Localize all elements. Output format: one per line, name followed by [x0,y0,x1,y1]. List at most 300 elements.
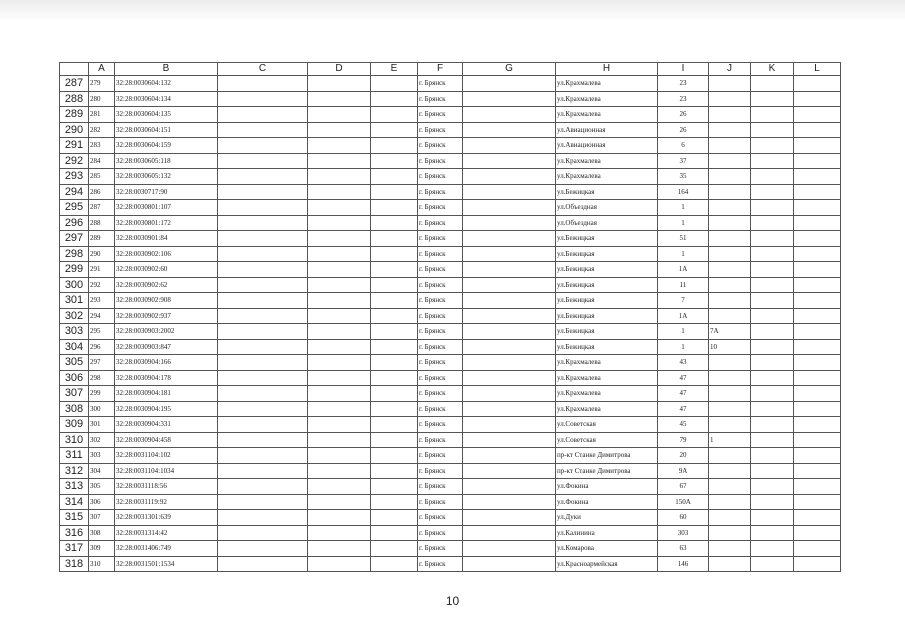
cell-g[interactable] [463,76,556,92]
cell-j[interactable] [709,355,751,371]
cell-d[interactable] [308,401,371,417]
cell-b[interactable]: 32:28:0030904:166 [115,355,218,371]
cell-c[interactable] [218,169,308,185]
row-number[interactable]: 303 [60,324,89,340]
cell-c[interactable] [218,138,308,154]
cell-b[interactable]: 32:28:0030901:84 [115,231,218,247]
row-number[interactable]: 296 [60,215,89,231]
row-number[interactable]: 289 [60,107,89,123]
cell-c[interactable] [218,107,308,123]
cell-g[interactable] [463,293,556,309]
column-header-i[interactable]: I [658,63,709,76]
cell-c[interactable] [218,246,308,262]
cell-i[interactable]: 1 [658,215,709,231]
cell-b[interactable]: 32:28:0031104:102 [115,448,218,464]
cell-d[interactable] [308,324,371,340]
cell-h[interactable]: ул.Бежицкая [556,324,658,340]
row-number[interactable]: 295 [60,200,89,216]
cell-i[interactable]: 79 [658,432,709,448]
cell-f[interactable]: г. Брянск [418,138,463,154]
cell-d[interactable] [308,339,371,355]
cell-g[interactable] [463,510,556,526]
cell-e[interactable] [371,231,418,247]
cell-h[interactable]: пр-кт Станке Димитрова [556,463,658,479]
row-number[interactable]: 313 [60,479,89,495]
cell-c[interactable] [218,262,308,278]
cell-l[interactable] [794,153,841,169]
cell-l[interactable] [794,138,841,154]
cell-e[interactable] [371,417,418,433]
cell-b[interactable]: 32:28:0031301:639 [115,510,218,526]
cell-e[interactable] [371,200,418,216]
cell-e[interactable] [371,277,418,293]
cell-d[interactable] [308,308,371,324]
cell-i[interactable]: 26 [658,107,709,123]
cell-e[interactable] [371,541,418,557]
row-number[interactable]: 300 [60,277,89,293]
cell-h[interactable]: ул.Крахмалева [556,169,658,185]
cell-k[interactable] [751,122,794,138]
cell-j[interactable] [709,448,751,464]
cell-j[interactable] [709,262,751,278]
cell-f[interactable]: г. Брянск [418,432,463,448]
cell-l[interactable] [794,184,841,200]
cell-h[interactable]: пр-кт Станке Димитрова [556,448,658,464]
cell-b[interactable]: 32:28:0031119:92 [115,494,218,510]
cell-f[interactable]: г. Брянск [418,169,463,185]
cell-e[interactable] [371,138,418,154]
cell-g[interactable] [463,262,556,278]
cell-b[interactable]: 32:28:0030801:172 [115,215,218,231]
cell-c[interactable] [218,355,308,371]
cell-j[interactable] [709,494,751,510]
column-header-e[interactable]: E [371,63,418,76]
cell-b[interactable]: 32:28:0030902:937 [115,308,218,324]
cell-h[interactable]: ул.Крахмалева [556,355,658,371]
cell-j[interactable] [709,246,751,262]
cell-a[interactable]: 306 [89,494,115,510]
cell-h[interactable]: ул.Крахмалева [556,386,658,402]
cell-h[interactable]: ул.Бежицкая [556,277,658,293]
cell-j[interactable] [709,153,751,169]
cell-a[interactable]: 300 [89,401,115,417]
cell-j[interactable] [709,556,751,572]
cell-b[interactable]: 32:28:0030801:107 [115,200,218,216]
cell-j[interactable] [709,525,751,541]
cell-i[interactable]: 1 [658,339,709,355]
cell-f[interactable]: г. Брянск [418,541,463,557]
cell-a[interactable]: 283 [89,138,115,154]
cell-d[interactable] [308,432,371,448]
cell-h[interactable]: ул.Бежицкая [556,246,658,262]
cell-j[interactable]: 1 [709,432,751,448]
cell-f[interactable]: г. Брянск [418,76,463,92]
cell-k[interactable] [751,231,794,247]
cell-f[interactable]: г. Брянск [418,153,463,169]
cell-g[interactable] [463,122,556,138]
cell-g[interactable] [463,401,556,417]
cell-k[interactable] [751,541,794,557]
cell-f[interactable]: г. Брянск [418,556,463,572]
cell-g[interactable] [463,463,556,479]
cell-a[interactable]: 289 [89,231,115,247]
cell-a[interactable]: 290 [89,246,115,262]
cell-k[interactable] [751,262,794,278]
cell-k[interactable] [751,494,794,510]
corner-header[interactable] [60,63,89,76]
cell-f[interactable]: г. Брянск [418,200,463,216]
cell-c[interactable] [218,339,308,355]
cell-b[interactable]: 32:28:0030604:159 [115,138,218,154]
cell-a[interactable]: 284 [89,153,115,169]
cell-b[interactable]: 32:28:0030604:135 [115,107,218,123]
cell-b[interactable]: 32:28:0030605:118 [115,153,218,169]
cell-j[interactable] [709,122,751,138]
cell-g[interactable] [463,432,556,448]
cell-h[interactable]: ул.Советская [556,417,658,433]
cell-k[interactable] [751,293,794,309]
cell-i[interactable]: 43 [658,355,709,371]
cell-l[interactable] [794,510,841,526]
cell-h[interactable]: ул.Крахмалева [556,91,658,107]
cell-e[interactable] [371,308,418,324]
row-number[interactable]: 310 [60,432,89,448]
cell-g[interactable] [463,169,556,185]
cell-i[interactable]: 6 [658,138,709,154]
cell-f[interactable]: г. Брянск [418,324,463,340]
cell-k[interactable] [751,76,794,92]
cell-d[interactable] [308,510,371,526]
cell-f[interactable]: г. Брянск [418,448,463,464]
row-number[interactable]: 302 [60,308,89,324]
cell-i[interactable]: 51 [658,231,709,247]
cell-k[interactable] [751,324,794,340]
cell-c[interactable] [218,525,308,541]
cell-g[interactable] [463,107,556,123]
cell-a[interactable]: 279 [89,76,115,92]
column-header-j[interactable]: J [709,63,751,76]
cell-d[interactable] [308,153,371,169]
cell-h[interactable]: ул.Бежицкая [556,339,658,355]
cell-g[interactable] [463,215,556,231]
cell-g[interactable] [463,184,556,200]
cell-k[interactable] [751,339,794,355]
cell-a[interactable]: 281 [89,107,115,123]
cell-b[interactable]: 32:28:0030904:181 [115,386,218,402]
cell-b[interactable]: 32:28:0030604:132 [115,76,218,92]
cell-l[interactable] [794,494,841,510]
cell-l[interactable] [794,262,841,278]
cell-a[interactable]: 296 [89,339,115,355]
cell-d[interactable] [308,293,371,309]
cell-d[interactable] [308,355,371,371]
cell-l[interactable] [794,122,841,138]
row-number[interactable]: 290 [60,122,89,138]
row-number[interactable]: 308 [60,401,89,417]
cell-d[interactable] [308,448,371,464]
cell-h[interactable]: ул.Крахмалева [556,153,658,169]
cell-h[interactable]: ул.Крахмалева [556,107,658,123]
cell-f[interactable]: г. Брянск [418,401,463,417]
cell-c[interactable] [218,231,308,247]
cell-k[interactable] [751,246,794,262]
cell-j[interactable]: 7А [709,324,751,340]
cell-e[interactable] [371,370,418,386]
cell-g[interactable] [463,308,556,324]
cell-a[interactable]: 286 [89,184,115,200]
cell-i[interactable]: 37 [658,153,709,169]
row-number[interactable]: 305 [60,355,89,371]
cell-k[interactable] [751,107,794,123]
cell-d[interactable] [308,200,371,216]
cell-c[interactable] [218,153,308,169]
cell-h[interactable]: ул.Советская [556,432,658,448]
cell-g[interactable] [463,200,556,216]
cell-k[interactable] [751,91,794,107]
cell-g[interactable] [463,479,556,495]
cell-a[interactable]: 301 [89,417,115,433]
cell-i[interactable]: 47 [658,401,709,417]
row-number[interactable]: 309 [60,417,89,433]
cell-l[interactable] [794,107,841,123]
cell-i[interactable]: 35 [658,169,709,185]
cell-i[interactable]: 23 [658,76,709,92]
cell-k[interactable] [751,401,794,417]
cell-l[interactable] [794,293,841,309]
cell-h[interactable]: ул.Авиационная [556,138,658,154]
cell-d[interactable] [308,417,371,433]
cell-b[interactable]: 32:28:0030605:132 [115,169,218,185]
column-header-f[interactable]: F [418,63,463,76]
cell-l[interactable] [794,525,841,541]
cell-l[interactable] [794,215,841,231]
cell-f[interactable]: г. Брянск [418,479,463,495]
cell-h[interactable]: ул.Калинина [556,525,658,541]
cell-h[interactable]: ул.Фокина [556,479,658,495]
cell-f[interactable]: г. Брянск [418,215,463,231]
cell-f[interactable]: г. Брянск [418,386,463,402]
cell-a[interactable]: 294 [89,308,115,324]
cell-d[interactable] [308,169,371,185]
cell-a[interactable]: 285 [89,169,115,185]
cell-e[interactable] [371,448,418,464]
cell-j[interactable] [709,107,751,123]
column-header-b[interactable]: B [115,63,218,76]
cell-j[interactable] [709,510,751,526]
cell-g[interactable] [463,525,556,541]
cell-k[interactable] [751,556,794,572]
cell-l[interactable] [794,246,841,262]
cell-f[interactable]: г. Брянск [418,417,463,433]
cell-f[interactable]: г. Брянск [418,510,463,526]
cell-a[interactable]: 295 [89,324,115,340]
cell-c[interactable] [218,324,308,340]
cell-f[interactable]: г. Брянск [418,525,463,541]
cell-b[interactable]: 32:28:0030902:62 [115,277,218,293]
cell-a[interactable]: 302 [89,432,115,448]
cell-i[interactable]: 20 [658,448,709,464]
cell-i[interactable]: 164 [658,184,709,200]
cell-i[interactable]: 11 [658,277,709,293]
cell-h[interactable]: ул.Крахмалева [556,76,658,92]
cell-h[interactable]: ул.Крахмалева [556,401,658,417]
cell-k[interactable] [751,510,794,526]
cell-i[interactable]: 7 [658,293,709,309]
cell-a[interactable]: 305 [89,479,115,495]
cell-k[interactable] [751,525,794,541]
row-number[interactable]: 306 [60,370,89,386]
column-header-c[interactable]: C [218,63,308,76]
cell-l[interactable] [794,308,841,324]
cell-g[interactable] [463,386,556,402]
cell-k[interactable] [751,169,794,185]
cell-j[interactable] [709,91,751,107]
cell-e[interactable] [371,525,418,541]
cell-c[interactable] [218,215,308,231]
cell-d[interactable] [308,370,371,386]
cell-l[interactable] [794,277,841,293]
cell-e[interactable] [371,107,418,123]
cell-b[interactable]: 32:28:0031501:1534 [115,556,218,572]
cell-d[interactable] [308,91,371,107]
cell-h[interactable]: ул.Объездная [556,200,658,216]
cell-b[interactable]: 32:28:0031118:56 [115,479,218,495]
cell-c[interactable] [218,122,308,138]
cell-c[interactable] [218,200,308,216]
cell-c[interactable] [218,277,308,293]
cell-k[interactable] [751,355,794,371]
row-number[interactable]: 294 [60,184,89,200]
cell-b[interactable]: 32:28:0030904:458 [115,432,218,448]
cell-k[interactable] [751,432,794,448]
cell-f[interactable]: г. Брянск [418,184,463,200]
column-header-a[interactable]: A [89,63,115,76]
cell-l[interactable] [794,370,841,386]
cell-l[interactable] [794,231,841,247]
column-header-k[interactable]: K [751,63,794,76]
cell-j[interactable] [709,417,751,433]
cell-b[interactable]: 32:28:0030902:60 [115,262,218,278]
cell-e[interactable] [371,463,418,479]
cell-i[interactable]: 1А [658,308,709,324]
row-number[interactable]: 299 [60,262,89,278]
cell-l[interactable] [794,355,841,371]
cell-j[interactable] [709,541,751,557]
cell-c[interactable] [218,556,308,572]
cell-g[interactable] [463,370,556,386]
cell-j[interactable] [709,76,751,92]
column-header-g[interactable]: G [463,63,556,76]
cell-i[interactable]: 150А [658,494,709,510]
cell-l[interactable] [794,541,841,557]
cell-i[interactable]: 1А [658,262,709,278]
cell-j[interactable] [709,231,751,247]
cell-a[interactable]: 307 [89,510,115,526]
cell-h[interactable]: ул.Бежицкая [556,308,658,324]
cell-i[interactable]: 47 [658,370,709,386]
cell-b[interactable]: 32:28:0030904:178 [115,370,218,386]
cell-b[interactable]: 32:28:0031104:1034 [115,463,218,479]
cell-j[interactable] [709,184,751,200]
cell-a[interactable]: 298 [89,370,115,386]
cell-e[interactable] [371,324,418,340]
cell-f[interactable]: г. Брянск [418,370,463,386]
cell-a[interactable]: 280 [89,91,115,107]
cell-e[interactable] [371,401,418,417]
cell-b[interactable]: 32:28:0031314:42 [115,525,218,541]
row-number[interactable]: 307 [60,386,89,402]
cell-a[interactable]: 292 [89,277,115,293]
cell-k[interactable] [751,138,794,154]
cell-i[interactable]: 146 [658,556,709,572]
column-header-l[interactable]: L [794,63,841,76]
cell-f[interactable]: г. Брянск [418,231,463,247]
cell-d[interactable] [308,541,371,557]
cell-c[interactable] [218,401,308,417]
cell-i[interactable]: 26 [658,122,709,138]
cell-b[interactable]: 32:28:0030604:151 [115,122,218,138]
cell-l[interactable] [794,91,841,107]
cell-k[interactable] [751,277,794,293]
cell-g[interactable] [463,448,556,464]
cell-e[interactable] [371,91,418,107]
row-number[interactable]: 317 [60,541,89,557]
cell-h[interactable]: ул.Дуки [556,510,658,526]
cell-k[interactable] [751,370,794,386]
cell-c[interactable] [218,308,308,324]
cell-k[interactable] [751,463,794,479]
cell-f[interactable]: г. Брянск [418,463,463,479]
cell-c[interactable] [218,184,308,200]
cell-j[interactable] [709,200,751,216]
cell-g[interactable] [463,138,556,154]
cell-i[interactable]: 9А [658,463,709,479]
cell-l[interactable] [794,417,841,433]
cell-f[interactable]: г. Брянск [418,246,463,262]
cell-c[interactable] [218,91,308,107]
cell-k[interactable] [751,417,794,433]
cell-l[interactable] [794,479,841,495]
cell-d[interactable] [308,107,371,123]
cell-b[interactable]: 32:28:0030904:195 [115,401,218,417]
cell-k[interactable] [751,184,794,200]
cell-c[interactable] [218,432,308,448]
cell-g[interactable] [463,91,556,107]
cell-d[interactable] [308,556,371,572]
cell-k[interactable] [751,153,794,169]
cell-k[interactable] [751,308,794,324]
cell-g[interactable] [463,541,556,557]
cell-l[interactable] [794,401,841,417]
cell-c[interactable] [218,370,308,386]
cell-e[interactable] [371,510,418,526]
row-number[interactable]: 311 [60,448,89,464]
cell-b[interactable]: 32:28:0030604:134 [115,91,218,107]
cell-g[interactable] [463,494,556,510]
cell-j[interactable] [709,370,751,386]
cell-i[interactable]: 1 [658,200,709,216]
row-number[interactable]: 318 [60,556,89,572]
cell-e[interactable] [371,386,418,402]
cell-f[interactable]: г. Брянск [418,122,463,138]
cell-i[interactable]: 303 [658,525,709,541]
cell-c[interactable] [218,417,308,433]
cell-l[interactable] [794,169,841,185]
cell-c[interactable] [218,448,308,464]
cell-d[interactable] [308,525,371,541]
cell-d[interactable] [308,231,371,247]
cell-c[interactable] [218,76,308,92]
